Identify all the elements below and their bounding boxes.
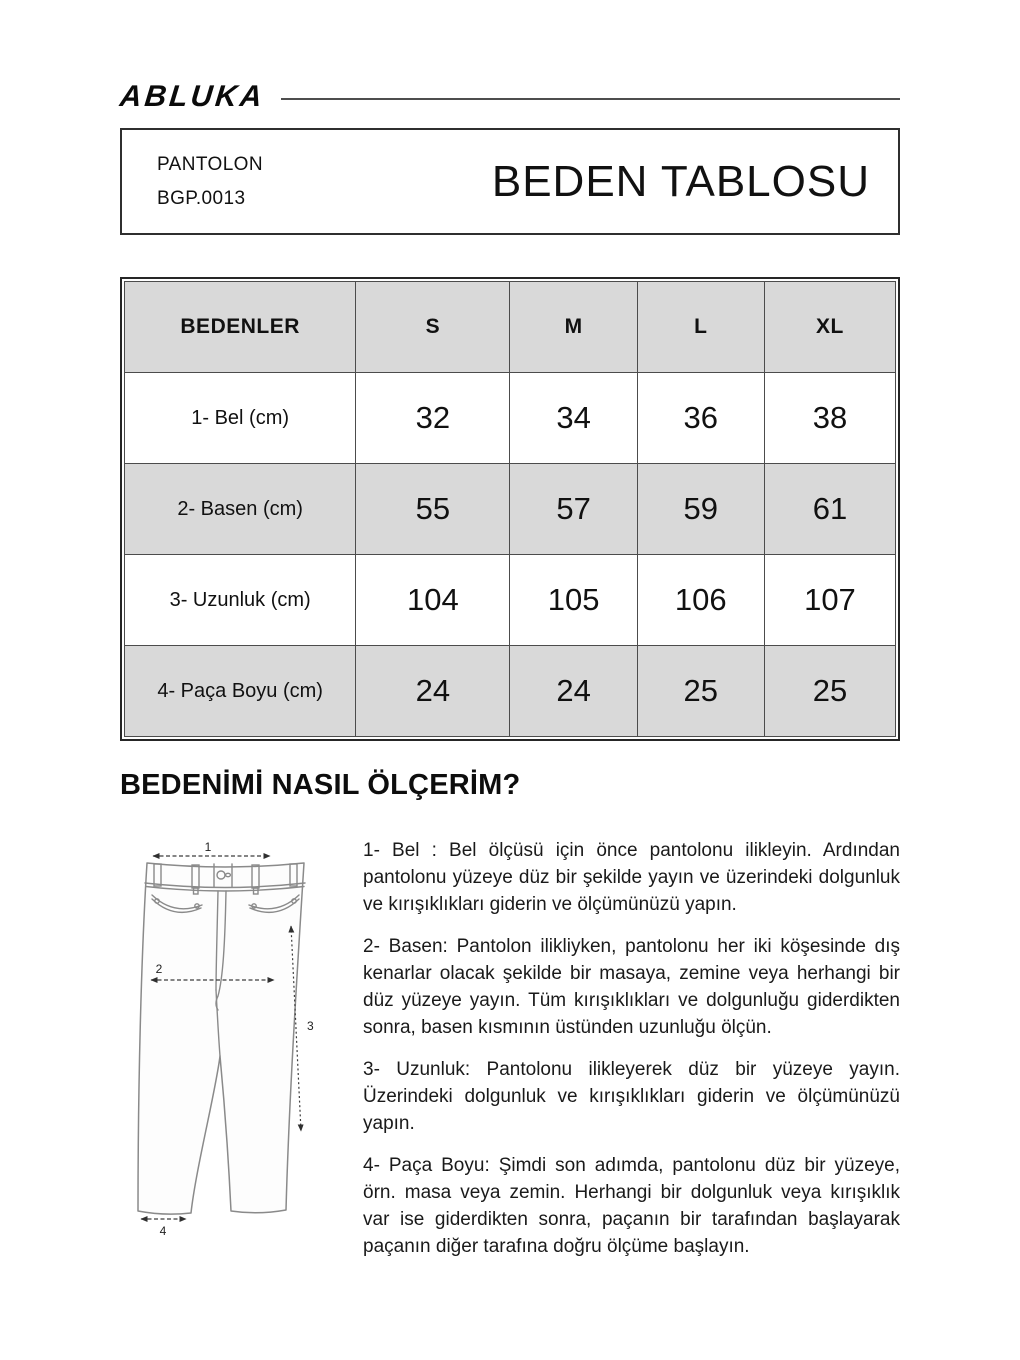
instruction-basen: 2- Basen: Pantolon ilikliyken, pantolonu her iki köşesinde dış kenarlar olacak şekilde bir masaya, zemine veya herhangi bir düz yüzeye yayın. Tüm kırışıklıkları ve dolgunluğu giderdikten sonra, basen kısmının üstünden uzunluğu ölçün. bbox=[363, 935, 900, 1038]
size-table-frame bbox=[120, 277, 900, 741]
header-divider-line bbox=[281, 98, 900, 100]
col-header-xl: XL bbox=[764, 282, 895, 373]
table-row-paca-boyu bbox=[125, 646, 896, 737]
hip-marker-label: 2 bbox=[155, 962, 163, 976]
cell-value: 104 bbox=[356, 555, 510, 646]
cell-value: 36 bbox=[637, 373, 764, 464]
length-marker-label: 3 bbox=[307, 1019, 314, 1033]
page-title: BEDEN TABLOSU bbox=[491, 156, 870, 206]
brand-header bbox=[120, 0, 900, 114]
waist-marker-label: 1 bbox=[204, 840, 212, 854]
size-table-header-row bbox=[125, 282, 896, 373]
size-table bbox=[124, 281, 896, 737]
table-row-bel bbox=[125, 373, 896, 464]
measure-section-heading: BEDENİMİ NASIL ÖLÇERİM? bbox=[120, 769, 521, 801]
cell-value: 24 bbox=[510, 646, 637, 737]
cell-value: 32 bbox=[356, 373, 510, 464]
cell-value: 57 bbox=[510, 464, 637, 555]
row-label: 3- Uzunluk (cm) bbox=[125, 555, 356, 646]
cell-value: 25 bbox=[764, 646, 895, 737]
table-row-uzunluk bbox=[125, 555, 896, 646]
product-code: BGP.0013 bbox=[157, 187, 246, 209]
cell-value: 55 bbox=[356, 464, 510, 555]
hem-marker-label: 4 bbox=[159, 1224, 167, 1238]
cell-value: 107 bbox=[764, 555, 895, 646]
pants-outline bbox=[138, 863, 305, 1214]
col-header-m: M bbox=[510, 282, 637, 373]
cell-value: 61 bbox=[764, 464, 895, 555]
cell-value: 59 bbox=[637, 464, 764, 555]
brand-logo: ABLUKA bbox=[118, 80, 267, 113]
instruction-paca-boyu: 4- Paça Boyu: Şimdi son adımda, pantolonu düz bir yüzeye, örn. masa veya zemin. Herhangi bir dolgunluk veya kırışıklık var ise giderdikten sonra, paçanın bir tarafından başlayarak paçanın diğer tarafına doğru ölçüme başlayın. bbox=[363, 1154, 900, 1257]
col-header-l: L bbox=[637, 282, 764, 373]
measure-section bbox=[120, 838, 900, 1276]
title-box bbox=[120, 128, 900, 235]
cell-value: 38 bbox=[764, 373, 895, 464]
col-header-bedenler: BEDENLER bbox=[125, 282, 356, 373]
measure-instructions bbox=[363, 838, 900, 1276]
row-label: 1- Bel (cm) bbox=[125, 373, 356, 464]
cell-value: 106 bbox=[637, 555, 764, 646]
pants-measurement-diagram bbox=[128, 838, 333, 1276]
instruction-uzunluk: 3- Uzunluk: Pantolonu ilikleyerek düz bir yüzeye yayın. Üzerindeki dolgunluk ve kırışıklıkları giderin ve ölçümünüzü yapın. bbox=[363, 1058, 900, 1134]
cell-value: 105 bbox=[510, 555, 637, 646]
row-label: 2- Basen (cm) bbox=[125, 464, 356, 555]
instruction-bel: 1- Bel : Bel ölçüsü için önce pantolonu ilikleyin. Ardından pantolonu yüzeye düz bir şekilde yayın ve üzerindeki dolgunluk ve kırışıklıkları giderin ve ölçümünüzü yapın. bbox=[363, 840, 900, 915]
pants-diagram-svg bbox=[128, 838, 333, 1248]
cell-value: 24 bbox=[356, 646, 510, 737]
col-header-s: S bbox=[356, 282, 510, 373]
cell-value: 34 bbox=[510, 373, 637, 464]
table-row-basen bbox=[125, 464, 896, 555]
product-type: PANTOLON bbox=[157, 153, 263, 175]
row-label: 4- Paça Boyu (cm) bbox=[125, 646, 356, 737]
cell-value: 25 bbox=[637, 646, 764, 737]
product-meta bbox=[157, 154, 263, 210]
